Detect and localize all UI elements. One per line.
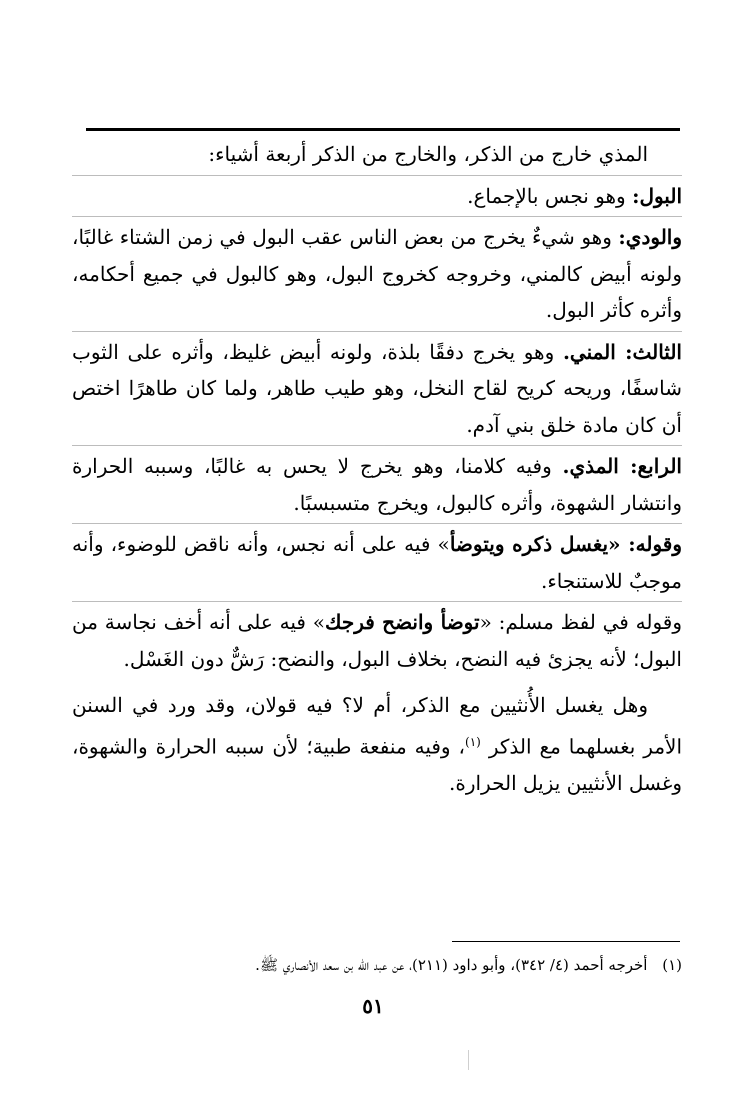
footnote-text: أخرجه أحمد (٤/ ٣٤٢)، وأبو داود (٢١١)، عن عبد الله بن سعد الأنصاري ﷺ. <box>255 956 648 974</box>
term-urine: البول: <box>632 183 682 208</box>
text-unthayayn-a: وهل يغسل الأُنثيين مع الذكر، أم لا؟ فيه قولان، وقد ورد في السنن الأمر بغسلهما مع الذكر <box>72 693 683 759</box>
header-rule <box>86 128 680 131</box>
text-madhi: وفيه كلامنا، وهو يخرج لا يحس به غالبًا، وسببه الحرارة وانتشار الشهوة، وأثره كالبول، ويخرج متسبسبًا. <box>72 454 682 515</box>
paragraph-wadi <box>72 216 682 329</box>
quote-open-1: وقوله: « <box>608 532 683 556</box>
page-number: ٥١ <box>362 994 384 1018</box>
intro-paragraph <box>72 136 682 173</box>
text-hadith-2: » فيه على أنه أخف نجاسة من البول؛ لأنه يجزئ فيه النضح، بخلاف البول، والنضح: رَشٌّ دون الغَسْل. <box>72 610 682 671</box>
main-text <box>72 136 682 801</box>
intro-text: المذي خارج من الذكر، والخارج من الذكر أربعة أشياء: <box>208 142 648 166</box>
footnote-ref[interactable]: (١) <box>465 734 481 749</box>
paragraph-mani <box>72 331 682 444</box>
term-wadi: والودي: <box>618 225 683 249</box>
term-mani: الثالث: المني. <box>562 339 682 364</box>
footnote-rule <box>452 941 680 942</box>
text-urine: وهو نجس بالإجماع. <box>467 183 626 208</box>
quote-open-2: وقوله في لفظ مسلم: « <box>479 610 683 634</box>
term-madhi: الرابع: المذي. <box>562 454 682 478</box>
text-mani: وهو يخرج دفقًا بلذة، ولونه أبيض غليظ، وأثره على الثوب شاسفًا، وريحه كريح لقاح النخل، وهو طيب طاهر، ولما كان طاهرًا اختص أن كان مادة خلق بني آدم. <box>72 339 682 437</box>
footnote-number: (١) <box>662 956 682 974</box>
hadith-quote-2: توضأ وانضح فرجك <box>324 610 480 634</box>
scan-mark <box>468 1050 469 1070</box>
paragraph-hadith-muslim <box>72 601 682 677</box>
text-hadith-1: » فيه على أنه نجس، وأنه ناقض للوضوء، وأنه موجبٌ للاستنجاء. <box>72 532 682 593</box>
footnote <box>72 952 682 978</box>
paragraph-hadith-wash <box>72 523 682 599</box>
paragraph-urine <box>72 175 682 215</box>
hadith-quote-1: يغسل ذكره ويتوضأ <box>449 532 609 556</box>
text-wadi: وهو شيءٌ يخرج من بعض الناس عقب البول في زمن الشتاء غالبًا، ولونه أبيض كالمني، وخروجه كخروج البول، وهو كالبول في جميع أحكامه، وأثره كأثر البول. <box>72 225 682 322</box>
paragraph-madhi <box>72 445 682 521</box>
paragraph-unthayayn <box>72 687 682 801</box>
text-unthayayn-b: ، وفيه منفعة طبية؛ لأن سببه الحرارة والشهوة، وغسل الأنثيين يزيل الحرارة. <box>72 734 682 795</box>
